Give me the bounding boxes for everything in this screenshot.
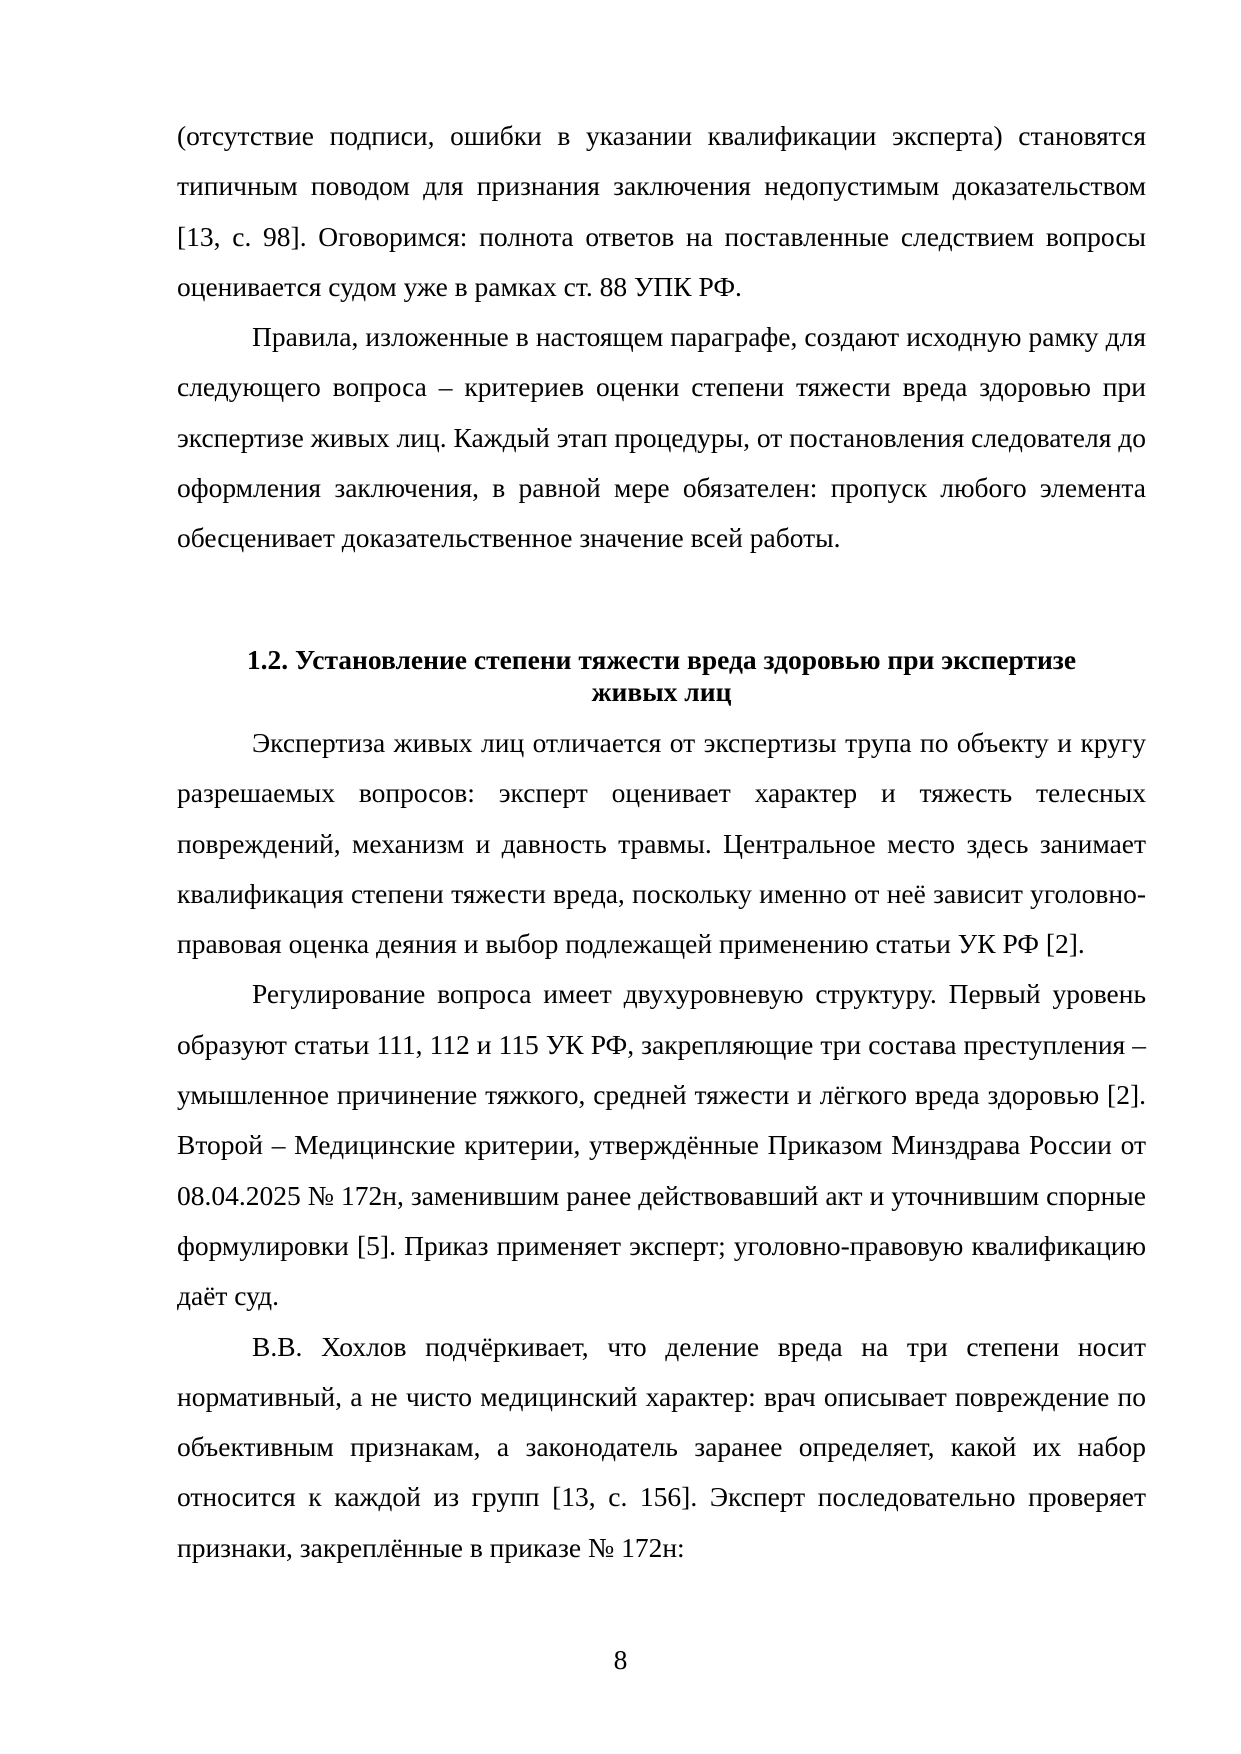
text-block-top bbox=[177, 111, 1146, 564]
section-heading-line: 1.2. Установление степени тяжести вреда здоровью при экспертизе bbox=[246, 644, 1077, 675]
section-heading-line: живых лиц bbox=[591, 676, 732, 707]
paragraph: Регулирование вопроса имеет двухуровневую структуру. Первый уровень образуют статьи 111, 112 и 115 УК РФ, закрепляющие три состава преступления – умышленное причинение тяжкого, средней тяжести и лёгкого вреда здоровью [2]. Второй – Медицинские критерии, утверждённые Приказом Минздрава России от 08.04.2025 № 172н, заменившим ранее действовавший акт и уточнившим спорные формулировки [5]. Приказ применяет эксперт; уголовно-правовую квалификацию даёт суд. bbox=[177, 978, 1146, 1312]
paragraph: Правила, изложенные в настоящем параграфе, создают исходную рамку для следующего вопроса – критериев оценки степени тяжести вреда здоровью при экспертизе живых лиц. Каждый этап процедуры, от постановления следователя до оформления заключения, в равной мере обязателен: пропуск любого элемента обесценивает доказательственное значение всей работы. bbox=[177, 321, 1146, 554]
paragraph: В.В. Хохлов подчёркивает, что деление вреда на три степени носит нормативный, а не чисто медицинский характер: врач описывает повреждение по объективным признакам, а законодатель заранее определяет, какой их набор относится к каждой из групп [13, с. 156]. Эксперт последовательно проверяет признаки, закреплённые в приказе № 172н: bbox=[177, 1330, 1146, 1563]
page-number: 8 bbox=[613, 1644, 628, 1675]
section-heading bbox=[177, 644, 1146, 708]
paragraph-continuation: (отсутствие подписи, ошибки в указании квалификации эксперта) становятся типичным поводом для признания заключения недопустимым доказательством [13, с. 98]. Оговоримся: полнота ответов на поставленные следствием вопросы оценивается судом уже в рамках ст. 88 УПК РФ. bbox=[177, 120, 1146, 302]
text-block-bottom bbox=[177, 718, 1146, 1573]
paragraph: Экспертиза живых лиц отличается от экспертизы трупа по объекту и кругу разрешаемых вопросов: эксперт оценивает характер и тяжесть телесных повреждений, механизм и давность травмы. Центральное место здесь занимает квалификация степени тяжести вреда, поскольку именно от неё зависит уголовно-правовая оценка деяния и выбор подлежащей применению статьи УК РФ [2]. bbox=[177, 727, 1146, 960]
